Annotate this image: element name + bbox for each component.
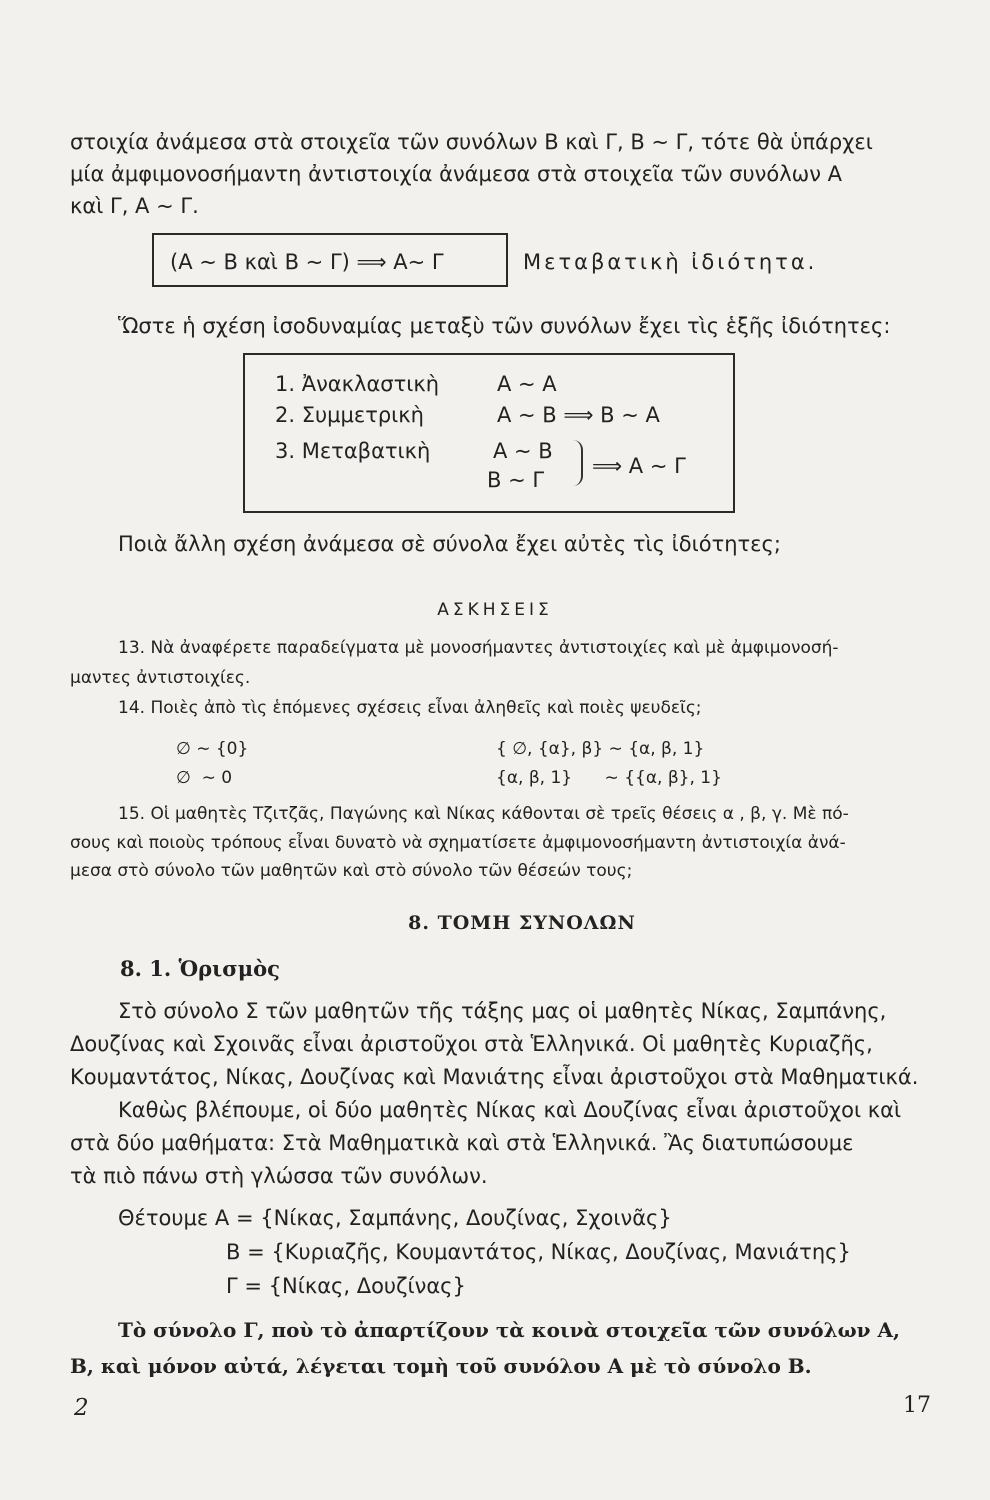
property-relation-transitive-result: ⟹ Α ∼ Γ: [592, 454, 686, 478]
exercise-15-line: μεσα στὸ σύνολο τῶν μαθητῶν καὶ στὸ σύνολο τῶν θέσεών τους;: [70, 861, 633, 881]
exercise-14-left-2: ∅ ∼ 0: [176, 768, 233, 788]
question-text: Ποιὰ ἄλλη σχέση ἀνάμεσα σὲ σύνολα ἔχει αὐτὲς τὶς ἰδιότητες;: [118, 532, 781, 556]
exercise-15-line: σους καὶ ποιοὺς τρόπους εἶναι δυνατὸ νὰ σχηματίσετε ἀμφιμονοσήμαντη ἀντιστοιχία ἀνά-: [70, 833, 846, 853]
definition-line: Δουζίνας καὶ Σχοινᾶς εἶναι ἀριστοῦχοι στὰ Ἑλληνικά. Οἱ μαθητὲς Κυριαζῆς,: [70, 1032, 873, 1056]
property-relation-symmetric: Α ∼ Β ⟹ Β ∼ Α: [497, 403, 660, 427]
definition-line: Στὸ σύνολο Σ τῶν μαθητῶν τῆς τάξης μας οἱ μαθητὲς Νίκας, Σαμπάνης,: [118, 999, 887, 1023]
transitive-label: Μεταβατικὴ ἰδιότητα.: [523, 250, 818, 274]
exercises-title: ΑΣΚΗΣΕΙΣ: [437, 600, 553, 620]
set-c: Γ = {Νίκας, Δουζίνας}: [226, 1274, 466, 1298]
exercise-15-line: 15. Οἱ μαθητὲς Τζιτζᾶς, Παγώνης καὶ Νίκας κάθονται σὲ τρεῖς θέσεις α , β, γ. Μὲ πό-: [118, 804, 849, 824]
property-name-symmetric: 2. Συμμετρικὴ: [275, 403, 424, 427]
properties-intro: Ὥστε ἡ σχέση ἰσοδυναμίας μεταξὺ τῶν συνόλων ἔχει τὶς ἑξῆς ἰδιότητες:: [118, 314, 891, 338]
set-b: Β = {Κυριαζῆς, Κουμαντάτος, Νίκας, Δουζίνας, Μανιάτης}: [226, 1240, 851, 1264]
definition-line: τὰ πιὸ πάνω στὴ γλώσσα τῶν συνόλων.: [70, 1164, 488, 1188]
paragraph-line: μία ἀμφιμονοσήμαντη ἀντιστοιχία ἀνάμεσα στὰ στοιχεῖα τῶν συνόλων Α: [70, 162, 842, 186]
definition-line: στὰ δύο μαθήματα: Στὰ Μαθηματικὰ καὶ στὰ Ἑλληνικά. Ἂς διατυπώσουμε: [70, 1131, 854, 1155]
exercise-13-line: 13. Νὰ ἀναφέρετε παραδείγματα μὲ μονοσήμαντες ἀντιστοιχίες καὶ μὲ ἀμφιμονοσή-: [118, 638, 839, 658]
subsection-title: 8. 1. Ὁρισμὸς: [120, 956, 280, 981]
definition-line: Κουμαντάτος, Νίκας, Δουζίνας καὶ Μανιάτης εἶναι ἀριστοῦχοι στὰ Μαθηματικά.: [70, 1065, 919, 1089]
property-relation-reflexive: Α ∼ Α: [497, 372, 557, 396]
curly-brace-icon: [571, 440, 583, 486]
transitive-formula: (Α ∼ Β καὶ Β ∼ Γ) ⟹ Α∼ Γ: [170, 250, 444, 274]
section-title: 8. ΤΟΜΗ ΣΥΝΟΛΩΝ: [408, 912, 636, 934]
property-relation-transitive-a: Α ∼ Β: [493, 439, 553, 463]
property-name-transitive: 3. Μεταβατικὴ: [275, 439, 431, 463]
property-relation-transitive-b: Β ∼ Γ: [487, 468, 545, 492]
bold-definition-line: Β, καὶ μόνον αὐτά, λέγεται τομὴ τοῦ συνόλου Α μὲ τὸ σύνολο Β.: [70, 1354, 812, 1378]
paragraph-line: καὶ Γ, Α ∼ Γ.: [70, 194, 199, 218]
exercise-14-left-1: ∅ ∼ {0}: [176, 739, 249, 759]
bold-definition-line: Τὸ σύνολο Γ, ποὺ τὸ ἀπαρτίζουν τὰ κοινὰ στοιχεῖα τῶν συνόλων Α,: [118, 1318, 900, 1342]
property-name-reflexive: 1. Ἀνακλαστικὴ: [275, 372, 440, 396]
paragraph-line: στοιχία ἀνάμεσα στὰ στοιχεῖα τῶν συνόλων Β καὶ Γ, Β ∼ Γ, τότε θὰ ὑπάρχει: [70, 130, 873, 154]
exercise-13-line: μαντες ἀντιστοιχίες.: [70, 668, 251, 688]
signature-mark: 2: [74, 1395, 89, 1421]
set-a: Θέτουμε Α = {Νίκας, Σαμπάνης, Δουζίνας, Σχοινᾶς}: [118, 1206, 672, 1230]
exercise-14-right-1: { ∅, {α}, β} ∼ {α, β, 1}: [496, 739, 705, 759]
exercise-14: 14. Ποιὲς ἀπὸ τὶς ἑπόμενες σχέσεις εἶναι ἀληθεῖς καὶ ποιὲς ψευδεῖς;: [118, 698, 702, 718]
definition-line: Καθὼς βλέπουμε, οἱ δύο μαθητὲς Νίκας καὶ Δουζίνας εἶναι ἀριστοῦχοι καὶ: [118, 1098, 902, 1122]
exercise-14-right-2: {α, β, 1} ∼ {{α, β}, 1}: [496, 768, 722, 788]
page-number: 17: [903, 1393, 931, 1418]
